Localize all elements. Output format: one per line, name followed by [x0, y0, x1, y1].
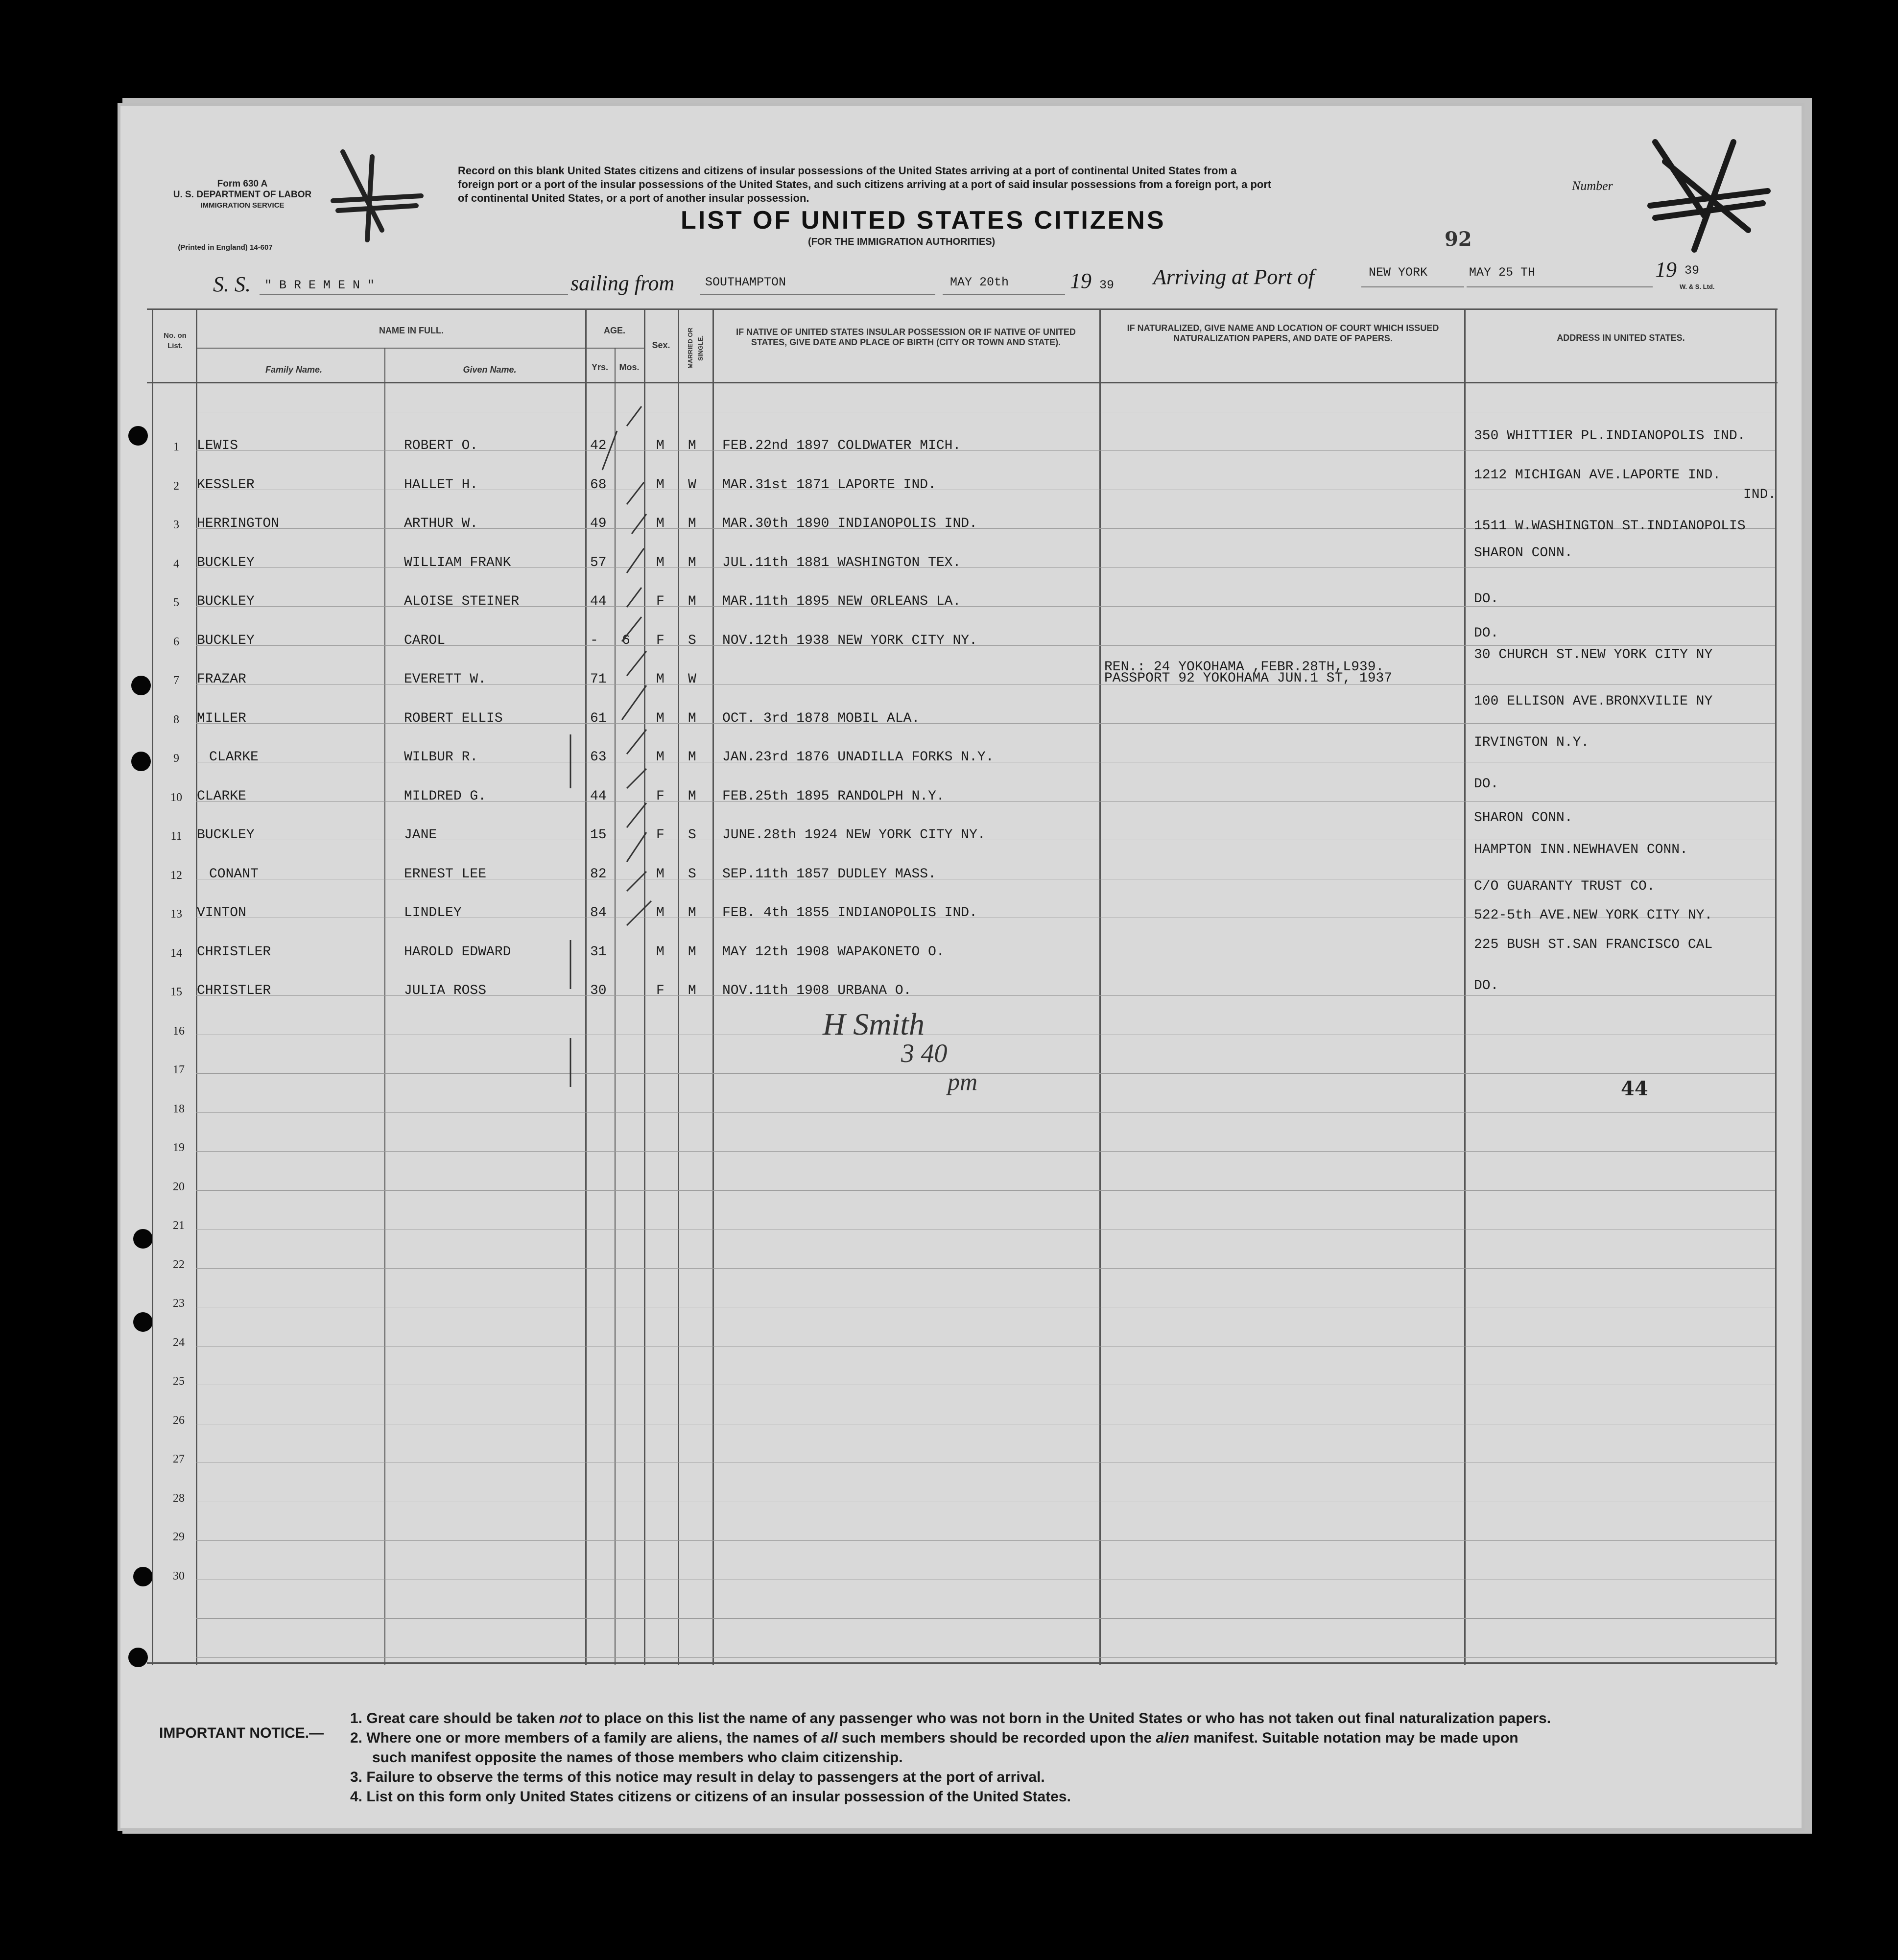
instruction-line-1: Record on this blank United States citizens and citizens of insular possessions of the United States arriving at a port of continental United States from a [458, 165, 1237, 177]
birth-info: NOV.12th 1938 NEW YORK CITY NY. [722, 633, 977, 648]
col-name-header: NAME IN FULL. [379, 326, 444, 335]
sex: M [656, 555, 664, 570]
row-number: 7 [173, 674, 179, 687]
notice-item-2-cont: such manifest opposite the names of those members who claim citizenship. [372, 1749, 903, 1766]
marital-status: M [688, 555, 696, 570]
bracket-marks [566, 734, 575, 1175]
given-name: MILDRED G. [404, 788, 487, 804]
address: DO. [1474, 776, 1499, 792]
age-years: 15 [590, 827, 607, 843]
row-number: 20 [173, 1180, 185, 1193]
sex: F [656, 983, 664, 998]
given-name: EVERETT W. [404, 672, 487, 687]
given-name: ROBERT ELLIS [404, 710, 503, 726]
row-number: 4 [173, 557, 179, 570]
marital-status: M [688, 750, 696, 765]
form-id-block [157, 179, 328, 211]
notice-item-4: 4. List on this form only United States citizens or citizens of an insular possession of the United States. [350, 1789, 1071, 1805]
address-overflow: IND. [1743, 487, 1777, 502]
notice-text: 2. Where one or more members of a family are aliens, the names of [350, 1730, 821, 1746]
marital-status: M [688, 944, 696, 960]
check-marks [573, 387, 730, 999]
pencil-mark-right [1636, 132, 1778, 260]
given-name: JANE [404, 827, 437, 843]
address: 30 CHURCH ST.NEW YORK CITY NY [1474, 647, 1713, 662]
address: 100 ELLISON AVE.BRONXVILIE NY [1474, 693, 1713, 709]
notice-emphasis: alien [1156, 1730, 1189, 1746]
address: 225 BUSH ST.SAN FRANCISCO CAL [1474, 937, 1713, 952]
sex: M [656, 438, 664, 453]
family-name: HERRINGTON [197, 516, 280, 531]
family-name: KESSLER [197, 477, 255, 493]
handwritten-time: 3 40 [901, 1039, 948, 1068]
birth-info: MAR.11th 1895 NEW ORLEANS LA. [722, 594, 961, 609]
marital-status: M [688, 710, 696, 726]
handwritten-pm: pm [948, 1068, 978, 1095]
given-name: HAROLD EDWARD [404, 944, 511, 960]
row-number: 21 [173, 1219, 185, 1232]
age-years: 71 [590, 672, 607, 687]
age-years: 68 [590, 477, 607, 493]
notice-emphasis: all [821, 1730, 838, 1746]
row-number: 13 [170, 908, 182, 921]
family-name: CHRISTLER [197, 944, 271, 960]
row-number: 6 [173, 635, 179, 648]
family-name: CLARKE [209, 750, 259, 765]
col-family-header: Family Name. [265, 365, 323, 375]
family-name: BUCKLEY [197, 594, 255, 609]
port-to: NEW YORK [1369, 265, 1428, 280]
address: HAMPTON INN.NEWHAVEN CONN. [1474, 842, 1688, 857]
sex: F [656, 788, 664, 804]
marital-status: S [688, 827, 696, 843]
address: DO. [1474, 978, 1499, 993]
age-years: 57 [590, 555, 607, 570]
given-name: LINDLEY [404, 905, 462, 921]
notice-item-2 [350, 1728, 1790, 1748]
family-name: LEWIS [197, 438, 238, 453]
notice-emphasis: not [559, 1710, 582, 1726]
row-rule [196, 1073, 1775, 1074]
address: DO. [1474, 625, 1499, 641]
row-rule [196, 1190, 1775, 1191]
row-number: 16 [173, 1024, 185, 1038]
department: U. S. DEPARTMENT OF LABOR [173, 189, 312, 200]
year-prefix-from: 19 [1070, 269, 1091, 293]
address: 522-5th AVE.NEW YORK CITY NY. [1474, 908, 1713, 923]
row-number: 8 [173, 713, 179, 726]
row-number: 1 [173, 441, 179, 453]
row-rule [196, 1540, 1775, 1541]
address: 1212 MICHIGAN AVE.LAPORTE IND. [1474, 467, 1721, 483]
age-years: 63 [590, 750, 607, 765]
marital-status: M [688, 516, 696, 531]
passport-note: PASSPORT 92 YOKOHAMA JUN.1 ST, 1937 [1104, 671, 1393, 686]
important-notice-label: IMPORTANT NOTICE.— [159, 1725, 324, 1741]
row-number: 2 [173, 479, 179, 493]
underline [700, 294, 935, 295]
birth-info: MAR.30th 1890 INDIANOPOLIS IND. [722, 516, 977, 531]
table-top-border [147, 308, 1778, 310]
punch-hole [133, 1229, 153, 1249]
sex: M [656, 750, 664, 765]
col-birth-header: IF NATIVE OF UNITED STATES INSULAR POSSESSION OR IF NATIVE OF UNITED STATES, GIVE DATE AND PLACE OF BIRTH (CITY OR TOWN AND STATE). [736, 327, 1076, 347]
handwritten-name: H Smith [823, 1007, 925, 1041]
row-number: 12 [170, 869, 182, 882]
port-from: SOUTHAMPTON [705, 275, 786, 289]
pencil-mark-left [323, 142, 431, 250]
birth-info: MAY 12th 1908 WAPAKONETO O. [722, 944, 945, 960]
punch-hole [133, 1567, 153, 1586]
sex: M [656, 944, 664, 960]
age-years: 84 [590, 905, 607, 921]
address: IRVINGTON N.Y. [1474, 735, 1590, 750]
family-name: FRAZAR [197, 672, 246, 687]
underline [1361, 286, 1464, 287]
notice-item-3: 3. Failure to observe the terms of this notice may result in delay to passengers at the port of arrival. [350, 1769, 1045, 1785]
form-title: LIST OF UNITED STATES CITIZENS [681, 206, 1166, 235]
punch-hole [128, 426, 148, 446]
sailing-label: sailing from [570, 271, 675, 295]
row-number: 19 [173, 1141, 185, 1154]
row-rule [196, 1268, 1775, 1269]
sex: M [656, 672, 664, 687]
year-to: 39 [1684, 263, 1700, 278]
year-prefix-to: 19 [1655, 258, 1677, 282]
given-name: WILBUR R. [404, 750, 478, 765]
notice-item-1 [350, 1709, 1790, 1728]
col-divider [1464, 308, 1466, 1665]
birth-info: SEP.11th 1857 DUDLEY MASS. [722, 866, 936, 882]
address: SHARON CONN. [1474, 810, 1573, 826]
marital-status: S [688, 866, 696, 882]
row-rule [196, 1657, 1775, 1658]
family-name: VINTON [197, 905, 246, 921]
table-header-bottom [147, 382, 1778, 383]
birth-info: FEB. 4th 1855 INDIANOPOLIS IND. [722, 905, 977, 921]
birth-info: JUL.11th 1881 WASHINGTON TEX. [722, 555, 961, 570]
name-subheader-rule [196, 348, 617, 349]
age-years: 49 [590, 516, 607, 531]
age-years: 42 [590, 438, 607, 453]
sex: F [656, 827, 664, 843]
underline [260, 294, 568, 295]
marital-status: M [688, 905, 696, 921]
col-naturalized-header: IF NATURALIZED, GIVE NAME AND LOCATION OF COURT WHICH ISSUED NATURALIZATION PAPERS, AND DATE OF PAPERS. [1127, 323, 1439, 343]
underline [943, 294, 1065, 295]
marital-status: W [688, 477, 696, 493]
col-no-header: No. on List. [164, 331, 187, 350]
sex: M [656, 866, 664, 882]
address: SHARON CONN. [1474, 545, 1573, 561]
form-sheet [118, 103, 1804, 1831]
sex: M [656, 905, 664, 921]
notice-text: to place on this list the name of any passenger who was not born in the United States or who has not taken out final naturalization papers. [582, 1710, 1551, 1726]
col-sex-header: Sex. [652, 340, 670, 350]
printed-note: (Printed in England) 14-607 [178, 243, 273, 252]
row-number: 5 [173, 596, 179, 609]
row-number: 14 [170, 946, 182, 960]
given-name: ERNEST LEE [404, 866, 487, 882]
col-yrs-header: Yrs. [591, 362, 609, 372]
sex: F [656, 594, 664, 609]
col-divider [1099, 308, 1101, 1665]
birth-info: OCT. 3rd 1878 MOBIL ALA. [722, 710, 920, 726]
row-number: 25 [173, 1375, 185, 1388]
marital-status: W [688, 672, 696, 687]
table-bottom-border [147, 1662, 1778, 1664]
age-years: 44 [590, 788, 607, 804]
sheet-number: 92 [1445, 228, 1472, 251]
marital-status: M [688, 983, 696, 998]
age-years: 44 [590, 594, 607, 609]
given-name: ROBERT O. [404, 438, 478, 453]
col-given-header: Given Name. [463, 365, 517, 375]
marital-status: M [688, 788, 696, 804]
row-rule [196, 1151, 1775, 1152]
marital-status: M [688, 438, 696, 453]
number-label: Number [1572, 179, 1613, 193]
given-name: ALOISE STEINER [404, 594, 520, 609]
notice-text: manifest. Suitable notation may be made upon [1189, 1730, 1518, 1746]
arriving-label: Arriving at Port of [1153, 265, 1314, 289]
page-count: 44 [1621, 1077, 1648, 1100]
birth-info: MAR.31st 1871 LAPORTE IND. [722, 477, 936, 493]
marital-status: M [688, 594, 696, 609]
service: IMMIGRATION SERVICE [200, 201, 285, 210]
age-years: 82 [590, 866, 607, 882]
row-number: 29 [173, 1531, 185, 1543]
age-months: 6 [622, 633, 630, 648]
address: 350 WHITTIER PL.INDIANOPOLIS IND. [1474, 428, 1746, 444]
row-number: 27 [173, 1453, 185, 1465]
family-name: CONANT [209, 866, 259, 882]
col-marital-header: MARRIED OR SINGLE. [687, 328, 704, 369]
row-number: 22 [173, 1258, 185, 1271]
row-number: 24 [173, 1336, 185, 1349]
age-years: 61 [590, 710, 607, 726]
row-number: 3 [173, 519, 179, 531]
row-number: 28 [173, 1491, 185, 1505]
family-name: CHRISTLER [197, 983, 271, 998]
row-number: 30 [173, 1569, 185, 1582]
given-name: WILLIAM FRANK [404, 555, 511, 570]
row-number: 17 [173, 1063, 185, 1076]
row-number: 26 [173, 1414, 185, 1427]
printer-mark: W. & S. Ltd. [1680, 283, 1715, 290]
punch-hole [131, 752, 151, 771]
notice-text: 1. Great care should be taken [350, 1710, 559, 1726]
family-name: BUCKLEY [197, 827, 255, 843]
instruction-text [458, 164, 1457, 205]
form-number: Form 630 A [217, 179, 268, 189]
given-name: JULIA ROSS [404, 983, 487, 998]
punch-hole [131, 676, 151, 695]
sex: M [656, 516, 664, 531]
address: 1511 W.WASHINGTON ST.INDIANOPOLIS [1474, 519, 1746, 534]
row-number: 15 [170, 986, 182, 998]
birth-info: JUNE.28th 1924 NEW YORK CITY NY. [722, 827, 986, 843]
naturalization-info: REN.: 24 YOKOHAMA ,FEBR.28TH,L939. [1104, 660, 1384, 675]
address: DO. [1474, 591, 1499, 607]
punch-hole [133, 1312, 153, 1332]
sex: F [656, 633, 664, 648]
family-name: MILLER [197, 710, 246, 726]
ship-name: " B R E M E N " [264, 278, 375, 292]
birth-info: JAN.23rd 1876 UNADILLA FORKS N.Y. [722, 750, 994, 765]
family-name: BUCKLEY [197, 555, 255, 570]
notice-text: such members should be recorded upon the [837, 1730, 1156, 1746]
row-number: 10 [170, 791, 182, 804]
given-name: ARTHUR W. [404, 516, 478, 531]
given-name: CAROL [404, 633, 446, 648]
family-name: BUCKLEY [197, 633, 255, 648]
family-name: CLARKE [197, 788, 246, 804]
punch-hole [128, 1648, 148, 1667]
age-years: 31 [590, 944, 607, 960]
col-mos-header: Mos. [619, 362, 640, 372]
table-left-border [152, 308, 153, 1665]
marital-status: S [688, 633, 696, 648]
row-number: 18 [173, 1102, 185, 1115]
given-name: HALLET H. [404, 477, 478, 493]
sex: M [656, 477, 664, 493]
form-subtitle: (FOR THE IMMIGRATION AUTHORITIES) [808, 236, 996, 247]
birth-info: FEB.25th 1895 RANDOLPH N.Y. [722, 788, 945, 804]
address-line-co: C/O GUARANTY TRUST CO. [1474, 879, 1655, 894]
col-age-header: AGE. [603, 326, 625, 335]
ss-label: S. S. [213, 272, 251, 296]
age-years: - [590, 633, 598, 648]
underline [1467, 286, 1653, 287]
birth-info: NOV.11th 1908 URBANA O. [722, 983, 912, 998]
col-divider [384, 348, 385, 1665]
row-number: 23 [173, 1297, 185, 1310]
table-right-border [1775, 308, 1777, 1665]
date-from: MAY 20th [950, 275, 1009, 289]
col-address-header: ADDRESS IN UNITED STATES. [1557, 333, 1685, 343]
instruction-line-2: foreign port or a port of the insular possessions of the United States, and such citizens arriving at a port of said insular possessions from a foreign port, a port [458, 178, 1272, 190]
important-notice-body [350, 1709, 1790, 1807]
instruction-line-3: of continental United States, or a port of another insular possession. [458, 192, 809, 204]
sex: M [656, 710, 664, 726]
birth-info: FEB.22nd 1897 COLDWATER MICH. [722, 438, 961, 453]
year-from: 39 [1099, 278, 1115, 292]
date-to: MAY 25 TH [1469, 265, 1536, 280]
age-years: 30 [590, 983, 607, 998]
row-rule [196, 1112, 1775, 1113]
row-number: 11 [170, 830, 182, 843]
row-rule [196, 1618, 1775, 1619]
row-number: 9 [173, 752, 179, 765]
